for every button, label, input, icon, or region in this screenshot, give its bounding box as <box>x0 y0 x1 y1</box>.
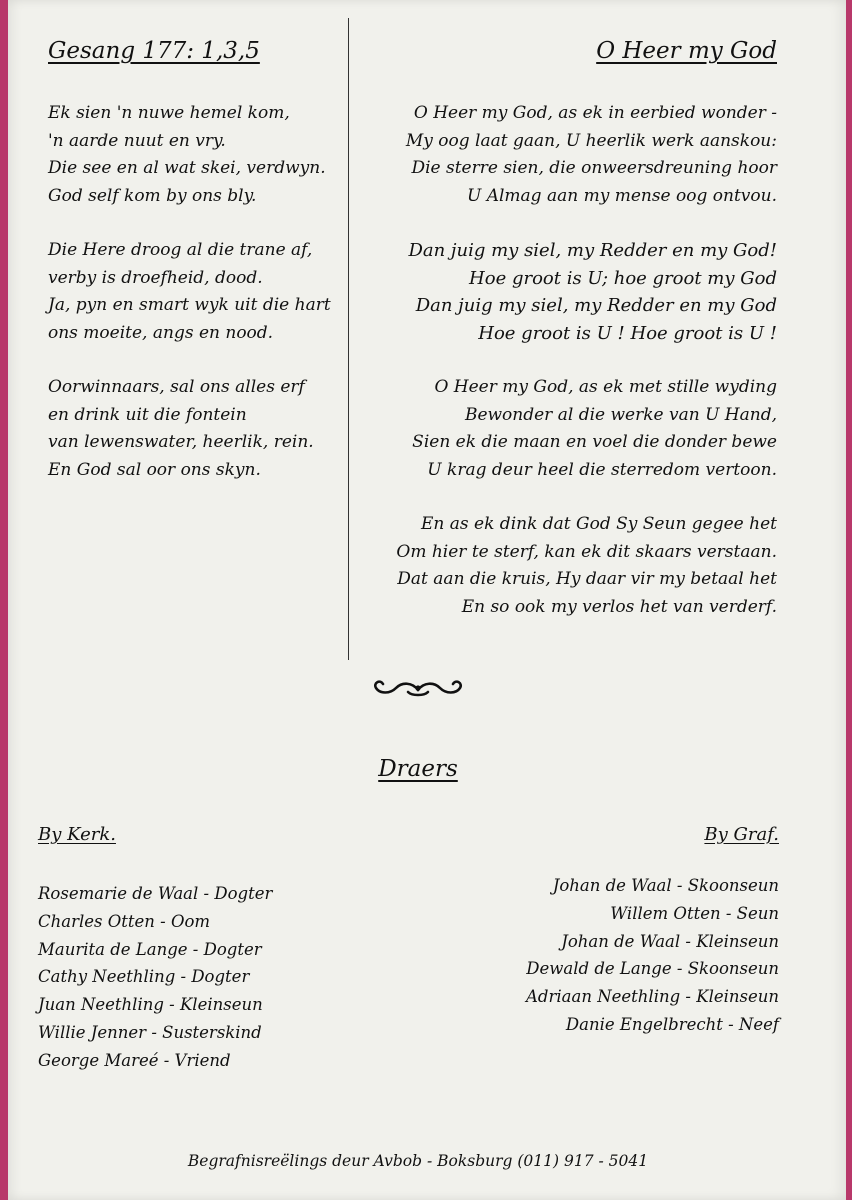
stanza <box>48 374 343 484</box>
lyric-line: ons moeite, angs en nood. <box>48 322 274 343</box>
lyric-line: En God sal oor ons skyn. <box>48 459 261 480</box>
lyric-line: van lewenswater, heerlik, rein. <box>48 432 314 452</box>
pallbearer-name: Rosemarie de Waal - Dogter <box>38 884 273 903</box>
pallbearer-name: Johan de Waal - Kleinseun <box>561 931 779 951</box>
pallbearer-name: Adriaan Neethling - Kleinseun <box>526 987 779 1007</box>
pallbearer-name: Johan de Waal - Skoonseun <box>552 876 779 895</box>
lyric-line: Hoe groot is U; hoe groot my God <box>469 267 777 289</box>
lyric-line: Om hier te sterf, kan ek dit skaars verstaan. <box>396 541 777 562</box>
pallbearer-name: Maurita de Lange - Dogter <box>38 939 262 959</box>
hymn-left-lyrics <box>48 100 343 511</box>
stanza <box>48 237 343 347</box>
stanza <box>377 100 777 210</box>
hymn-left-title: Gesang 177: 1,3,5 <box>48 38 260 64</box>
pallbearer-name: George Mareé - Vriend <box>38 1050 231 1070</box>
hymn-right-lyrics <box>377 100 777 648</box>
stanza <box>377 374 777 484</box>
lyric-line: My oog laat gaan, U heerlik werk aanskou: <box>405 130 777 151</box>
pallbearer-name: Danie Engelbrecht - Neef <box>565 1014 779 1034</box>
pallbearer-name: Juan Neethling - Kleinseun <box>38 995 263 1015</box>
lyric-line: Die Here droog al die trane af, <box>48 240 313 260</box>
scroll-ornament-icon <box>368 674 468 702</box>
kerk-pallbearers-list <box>38 880 272 1075</box>
pallbearer-name: Cathy Neethling - Dogter <box>38 967 250 987</box>
funeral-director-footer: Begrafnisreëlings deur Avbob - Boksburg (011) 917 - 5041 <box>187 1152 649 1170</box>
lyric-line: Dan juig my siel, my Redder en my God! <box>408 240 777 261</box>
lyric-line: Sien ek die maan en voel die donder bewe <box>412 432 777 452</box>
hymn-right-title: O Heer my God <box>596 38 777 64</box>
lyric-line: Bewonder al die werke van U Hand, <box>464 404 777 425</box>
lyric-line: 'n aarde nuut en vry. <box>48 130 226 151</box>
lyric-line: Ek sien 'n nuwe hemel kom, <box>48 103 290 123</box>
stanza <box>377 237 777 347</box>
funeral-programme-page <box>8 0 846 1200</box>
lyric-line: U krag deur heel die sterredom vertoon. <box>427 459 777 480</box>
lyric-line: En as ek dink dat God Sy Seun gegee het <box>421 514 777 534</box>
graf-pallbearers-list <box>526 872 779 1039</box>
stanza <box>48 100 343 210</box>
lyric-line: en drink uit die fontein <box>48 404 247 425</box>
column-divider <box>348 18 349 660</box>
lyric-line: En so ook my verlos het van verderf. <box>461 596 777 617</box>
lyric-line: God self kom by ons bly. <box>48 185 257 206</box>
lyric-line: U Almag aan my mense oog ontvou. <box>466 185 777 206</box>
lyric-line: Dan juig my siel, my Redder en my God <box>415 295 777 316</box>
lyric-line: Dat aan die kruis, Hy daar vir my betaal het <box>397 569 777 589</box>
lyric-line: Die see en al wat skei, verdwyn. <box>48 158 326 178</box>
lyric-line: Oorwinnaars, sal ons alles erf <box>48 377 305 397</box>
lyric-line: Hoe groot is U ! Hoe groot is U ! <box>478 322 777 344</box>
pallbearer-name: Willem Otten - Seun <box>610 903 779 923</box>
lyric-line: O Heer my God, as ek in eerbied wonder - <box>413 103 777 123</box>
stanza <box>377 511 777 621</box>
pallbearer-name: Willie Jenner - Susterskind <box>38 1022 262 1042</box>
by-kerk-heading: By Kerk. <box>38 824 116 845</box>
by-graf-heading: By Graf. <box>704 824 779 845</box>
draers-heading: Draers <box>378 756 458 782</box>
pallbearer-name: Charles Otten - Oom <box>38 911 211 931</box>
lyric-line: Ja, pyn en smart wyk uit die hart <box>48 295 331 315</box>
lyric-line: Die sterre sien, die onweersdreuning hoor <box>411 158 777 178</box>
pallbearer-name: Dewald de Lange - Skoonseun <box>526 959 779 979</box>
lyric-line: O Heer my God, as ek met stille wyding <box>434 377 777 397</box>
lyric-line: verby is droefheid, dood. <box>48 267 263 288</box>
